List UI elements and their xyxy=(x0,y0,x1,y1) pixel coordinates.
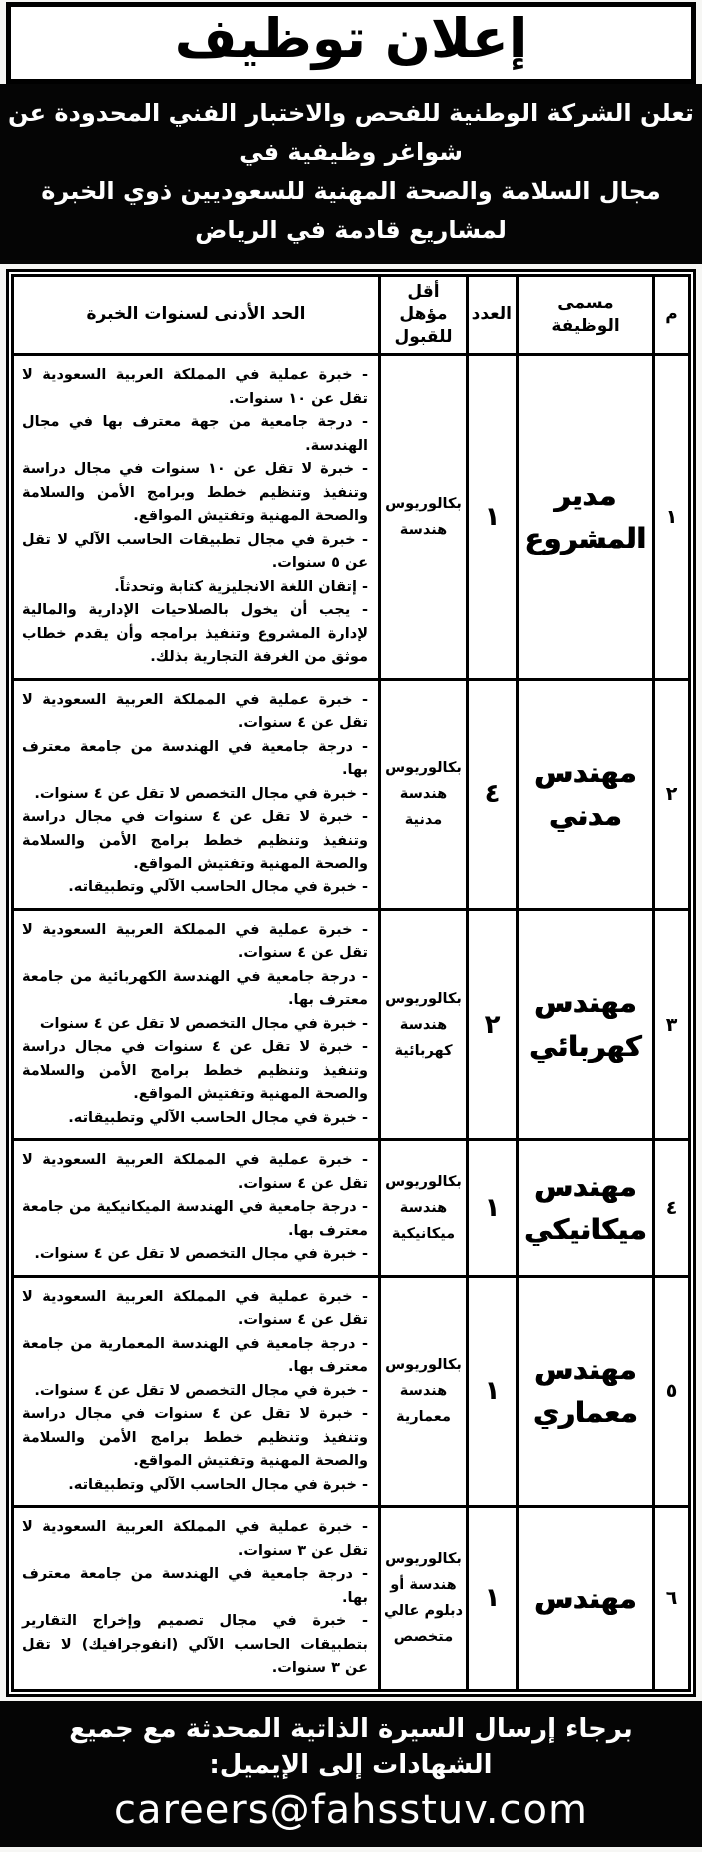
requirement-line: - خبرة عملية في المملكة العربية السعودية لا تقل عن ٤ سنوات. xyxy=(22,1152,368,1192)
intro-line-2: مجال السلامة والصحة المهنية للسعوديين ذوي الخبرة لمشاريع قادمة في الرياض xyxy=(41,176,661,244)
footer-note: برجاء إرسال السيرة الذاتية المحدثة مع جميع الشهادات إلى الإيميل: xyxy=(69,1713,633,1780)
job-qualification: بكالوريوس هندسة كهربائية xyxy=(380,909,468,1139)
requirement-line: - خبرة في مجال التخصص لا تقل عن ٤ سنوات. xyxy=(34,1246,368,1263)
job-serial: ٥ xyxy=(654,1276,690,1506)
requirement-line: - درجة جامعية في الهندسة المعمارية من جامعة معترف بها. xyxy=(22,1335,368,1376)
requirement-line: - إتقان اللغة الانجليزية كتابة وتحدثاً. xyxy=(114,578,368,595)
table-row xyxy=(13,909,690,1139)
requirement-line: - خبرة في مجال تصميم وإخراج التقارير بتطبيقات الحاسب الآلي (انفوجرافيك) لا تقل عن ٣ سنوات. xyxy=(22,1613,368,1677)
job-requirements xyxy=(13,1507,380,1690)
requirement-line: - درجة جامعية في الهندسة الميكانيكية من جامعة معترف بها. xyxy=(22,1199,368,1239)
job-requirements xyxy=(13,679,380,909)
job-count: ٤ xyxy=(468,679,518,909)
job-count: ١ xyxy=(468,355,518,679)
job-serial: ٣ xyxy=(654,909,690,1139)
table-row xyxy=(13,679,690,909)
requirement-line: - خبرة عملية في المملكة العربية السعودية لا تقل عن ١٠ سنوات. xyxy=(22,367,368,407)
job-qualification: بكالوريوس هندسة أو دبلوم عالي متخصص xyxy=(380,1507,468,1690)
requirement-line: - خبرة في مجال التخصص لا تقل عن ٤ سنوات. xyxy=(34,785,368,802)
header-serial: م xyxy=(654,275,690,355)
requirement-line: - خبرة في مجال التخصص لا تقل عن ٤ سنوات. xyxy=(34,1382,368,1399)
requirement-line: - خبرة عملية في المملكة العربية السعودية لا تقل عن ٤ سنوات. xyxy=(22,691,368,732)
requirement-line: - خبرة في مجال الحاسب الآلي وتطبيقاته. xyxy=(68,879,368,896)
requirement-line: - خبرة لا تقل عن ١٠ سنوات في مجال دراسة وتنفيذ وتنظيم خطط وبرامج الأمن والسلامة والصحة المهنية وتفتيش المواقع. xyxy=(22,461,369,525)
jobs-table-frame xyxy=(6,269,696,1697)
job-serial: ٢ xyxy=(654,679,690,909)
table-row xyxy=(13,1507,690,1690)
job-serial: ١ xyxy=(654,355,690,679)
requirement-line: - خبرة عملية في المملكة العربية السعودية لا تقل عن ٤ سنوات. xyxy=(22,1288,368,1329)
footer-email: careers@fahsstuv.com xyxy=(114,1787,588,1834)
requirement-line: - خبرة لا تقل عن ٤ سنوات في مجال دراسة وتنفيذ وتنظيم خطط برامج الأمن والسلامة والصحة المهنية وتفتيش المواقع. xyxy=(22,1406,368,1470)
table-row xyxy=(13,1276,690,1506)
ad-title: إعلان توظيف xyxy=(174,7,528,71)
requirement-line: - خبرة في مجال التخصص لا تقل عن ٤ سنوات xyxy=(39,1015,368,1032)
requirement-line: - خبرة عملية في المملكة العربية السعودية لا تقل عن ٣ سنوات. xyxy=(22,1519,368,1559)
requirement-line: - خبرة عملية في المملكة العربية السعودية لا تقل عن ٤ سنوات. xyxy=(22,921,368,962)
requirement-line: - خبرة في مجال الحاسب الآلي وتطبيقاته. xyxy=(68,1109,368,1126)
requirement-line: - خبرة في مجال تطبيقات الحاسب الآلي لا تقل عن ٥ سنوات. xyxy=(22,531,368,572)
header-qualification: أقل مؤهل للقبول xyxy=(380,275,468,355)
job-serial: ٦ xyxy=(654,1507,690,1690)
job-requirements xyxy=(13,355,380,679)
intro-line-1: تعلن الشركة الوطنية للفحص والاختبار الفني المحدودة عن شواغر وظيفية في xyxy=(8,99,694,166)
table-row xyxy=(13,1140,690,1276)
job-requirements xyxy=(13,1140,380,1276)
intro-band xyxy=(0,84,702,264)
job-title: مهندس مدني xyxy=(518,679,654,909)
job-count: ١ xyxy=(468,1140,518,1276)
requirement-line: - درجة جامعية من جهة معترف بها في مجال الهندسة. xyxy=(22,414,368,454)
job-qualification: بكالوريوس هندسة ميكانيكية xyxy=(380,1140,468,1276)
requirement-line: - يجب أن يخول بالصلاحيات الإدارية والمالية لإدارة المشروع وتنفيذ برامجه وأن يقدم خطاب موثق من الغرفة التجارية بذلك. xyxy=(22,602,368,666)
footer-band xyxy=(0,1701,702,1848)
requirement-line: - درجة جامعية في الهندسة الكهربائية من جامعة معترف بها. xyxy=(22,968,368,1009)
job-requirements xyxy=(13,909,380,1139)
job-title: مهندس ميكانيكي xyxy=(518,1140,654,1276)
job-title: مهندس معماري xyxy=(518,1276,654,1506)
header-count: العدد xyxy=(468,275,518,355)
job-count: ١ xyxy=(468,1507,518,1690)
job-qualification: بكالوريوس هندسة xyxy=(380,355,468,679)
job-count: ١ xyxy=(468,1276,518,1506)
job-qualification: بكالوريوس هندسة مدنية xyxy=(380,679,468,909)
header-experience: الحد الأدنى لسنوات الخبرة xyxy=(13,275,380,355)
table-row xyxy=(13,355,690,679)
job-requirements xyxy=(13,1276,380,1506)
job-serial: ٤ xyxy=(654,1140,690,1276)
jobs-table xyxy=(11,274,691,1692)
job-title: مهندس كهربائي xyxy=(518,909,654,1139)
table-header-row xyxy=(13,275,690,355)
requirement-line: - خبرة لا تقل عن ٤ سنوات في مجال دراسة وتنفيذ وتنظيم خطط برامج الأمن والسلامة والصحة المهنية وتفتيش المواقع. xyxy=(22,1039,368,1103)
job-title: مدير المشروع xyxy=(518,355,654,679)
job-qualification: بكالوريوس هندسة معمارية xyxy=(380,1276,468,1506)
requirement-line: - درجة جامعية في الهندسة من جامعة معترف بها. xyxy=(22,738,368,779)
job-title: مهندس xyxy=(518,1507,654,1690)
requirement-line: - درجة جامعية في الهندسة من جامعة معترف بها. xyxy=(22,1566,368,1606)
requirement-line: - خبرة لا تقل عن ٤ سنوات في مجال دراسة وتنفيذ وتنظيم خطط برامج الأمن والسلامة والصحة المهنية وتفتيش المواقع. xyxy=(22,809,368,872)
header-job-title: مسمى الوظيفة xyxy=(518,275,654,355)
requirement-line: - خبرة في مجال الحاسب الآلي وتطبيقاته. xyxy=(68,1476,368,1493)
job-count: ٢ xyxy=(468,909,518,1139)
ad-title-box xyxy=(6,2,696,84)
